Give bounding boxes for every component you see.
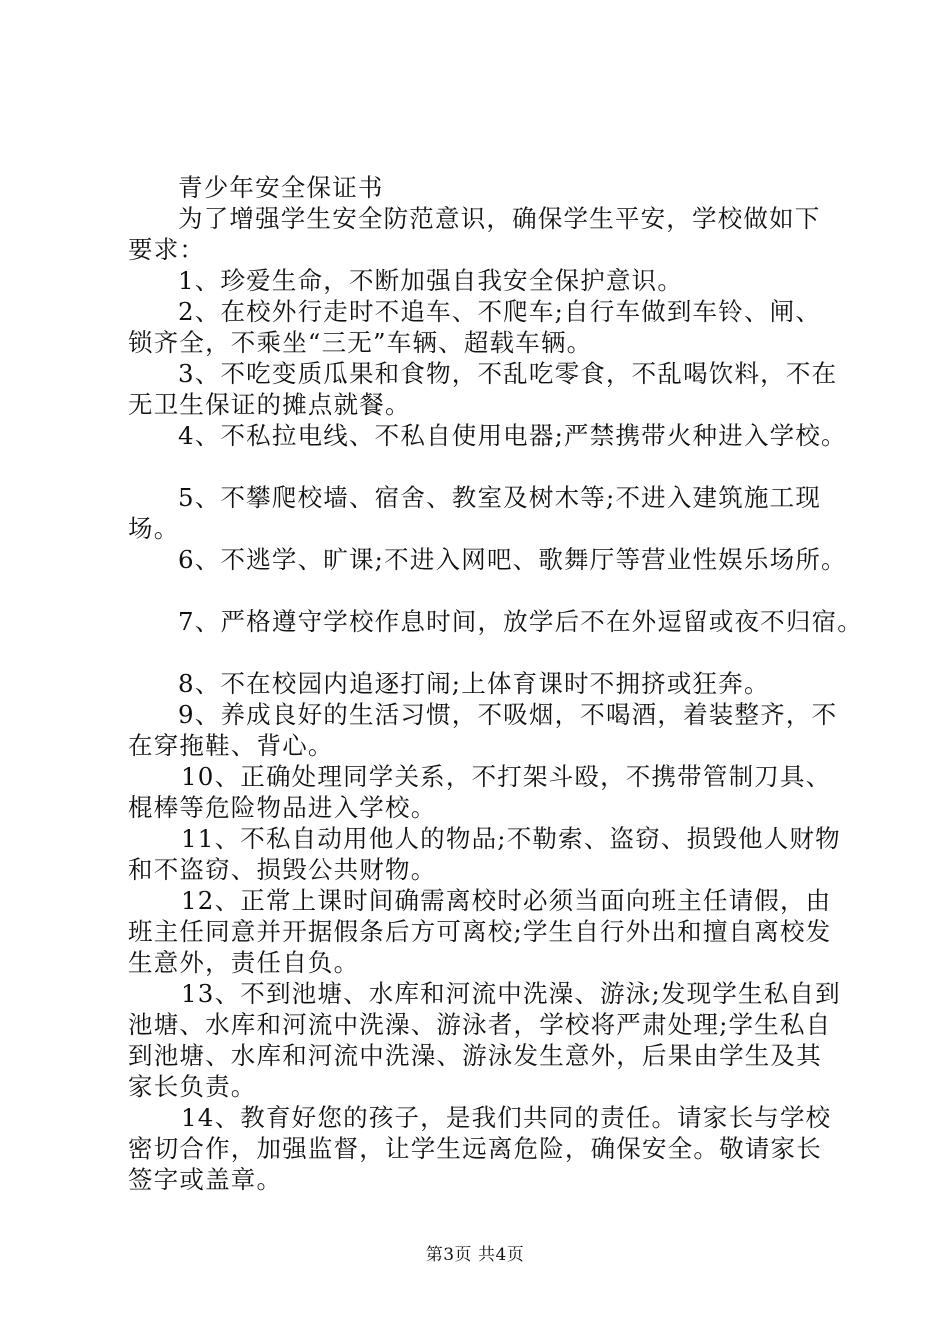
rule-13-line: 到池塘、水库和河流中洗澡、游泳发生意外，后果由学生及其 — [128, 1041, 822, 1070]
rule-2-line: 锁齐全，不乘坐“三无”车辆、超载车辆。 — [128, 328, 593, 357]
paragraph-spacer — [128, 637, 828, 668]
rule-1-line: 1、珍爱生命，不断加强自我安全保护意识。 — [178, 266, 684, 295]
intro-paragraph-line: 为了增强学生安全防范意识，确保学生平安，学校做如下 — [178, 204, 821, 233]
rule-12-line: 12、正常上课时间确需离校时必须当面向班主任请假，由 — [181, 886, 832, 915]
rule-13-line: 13、不到池塘、水库和河流中洗澡、游泳;发现学生私自到 — [181, 979, 841, 1008]
paragraph-spacer — [128, 451, 828, 482]
paragraph-spacer — [128, 575, 828, 606]
page-number-footer: 第3页 共4页 — [425, 1245, 525, 1265]
rule-8-line: 8、不在校园内追逐打闹;上体育课时不拥挤或狂奔。 — [178, 669, 770, 698]
rule-3-line: 3、不吃变质瓜果和食物，不乱吃零食，不乱喝饮料，不在 — [178, 359, 838, 388]
rule-14-line: 密切合作，加强监督，让学生远离危险，确保安全。敬请家长 — [128, 1134, 822, 1163]
intro-paragraph-line: 要求： — [128, 235, 206, 264]
rule-2-line: 2、在校外行走时不追车、不爬车;自行车做到车铃、闸、 — [178, 297, 822, 326]
rule-5-line: 场。 — [128, 514, 180, 543]
rule-13-line: 池塘、水库和河流中洗澡、游泳者，学校将严肃处理;学生私自 — [128, 1010, 832, 1039]
rule-3-line: 无卫生保证的摊点就餐。 — [128, 390, 411, 419]
rule-6-line: 6、不逃学、旷课;不进入网吧、歌舞厅等营业性娱乐场所。 — [178, 545, 847, 574]
document-body — [128, 172, 863, 1195]
rule-12-line: 班主任同意并开据假条后方可离校;学生自行外出和擅自离校发 — [128, 917, 832, 946]
rule-10-line: 10、正确处理同学关系，不打架斗殴，不携带管制刀具、 — [181, 762, 832, 791]
document-title: 青少年安全保证书 — [178, 173, 384, 202]
rule-7-line: 7、严格遵守学校作息时间，放学后不在外逗留或夜不归宿。 — [178, 607, 863, 636]
rule-14-line: 签字或盖章。 — [128, 1165, 283, 1194]
rule-4-line: 4、不私拉电线、不私自使用电器;严禁携带火种进入学校。 — [178, 421, 847, 450]
rule-14-line: 14、教育好您的孩子，是我们共同的责任。请家长与学校 — [181, 1103, 832, 1132]
rule-11-line: 和不盗窃、损毁公共财物。 — [128, 855, 437, 884]
rule-9-line: 在穿拖鞋、背心。 — [128, 731, 334, 760]
rule-11-line: 11、不私自动用他人的物品;不勒索、盗窃、损毁他人财物 — [181, 824, 841, 853]
rule-10-line: 棍棒等危险物品进入学校。 — [128, 793, 437, 822]
rule-9-line: 9、养成良好的生活习惯，不吸烟，不喝酒，着装整齐，不 — [178, 700, 838, 729]
rule-5-line: 5、不攀爬校墙、宿舍、教室及树木等;不进入建筑施工现 — [178, 483, 822, 512]
rule-12-line: 生意外，责任自负。 — [128, 948, 360, 977]
rule-13-line: 家长负责。 — [128, 1072, 257, 1101]
